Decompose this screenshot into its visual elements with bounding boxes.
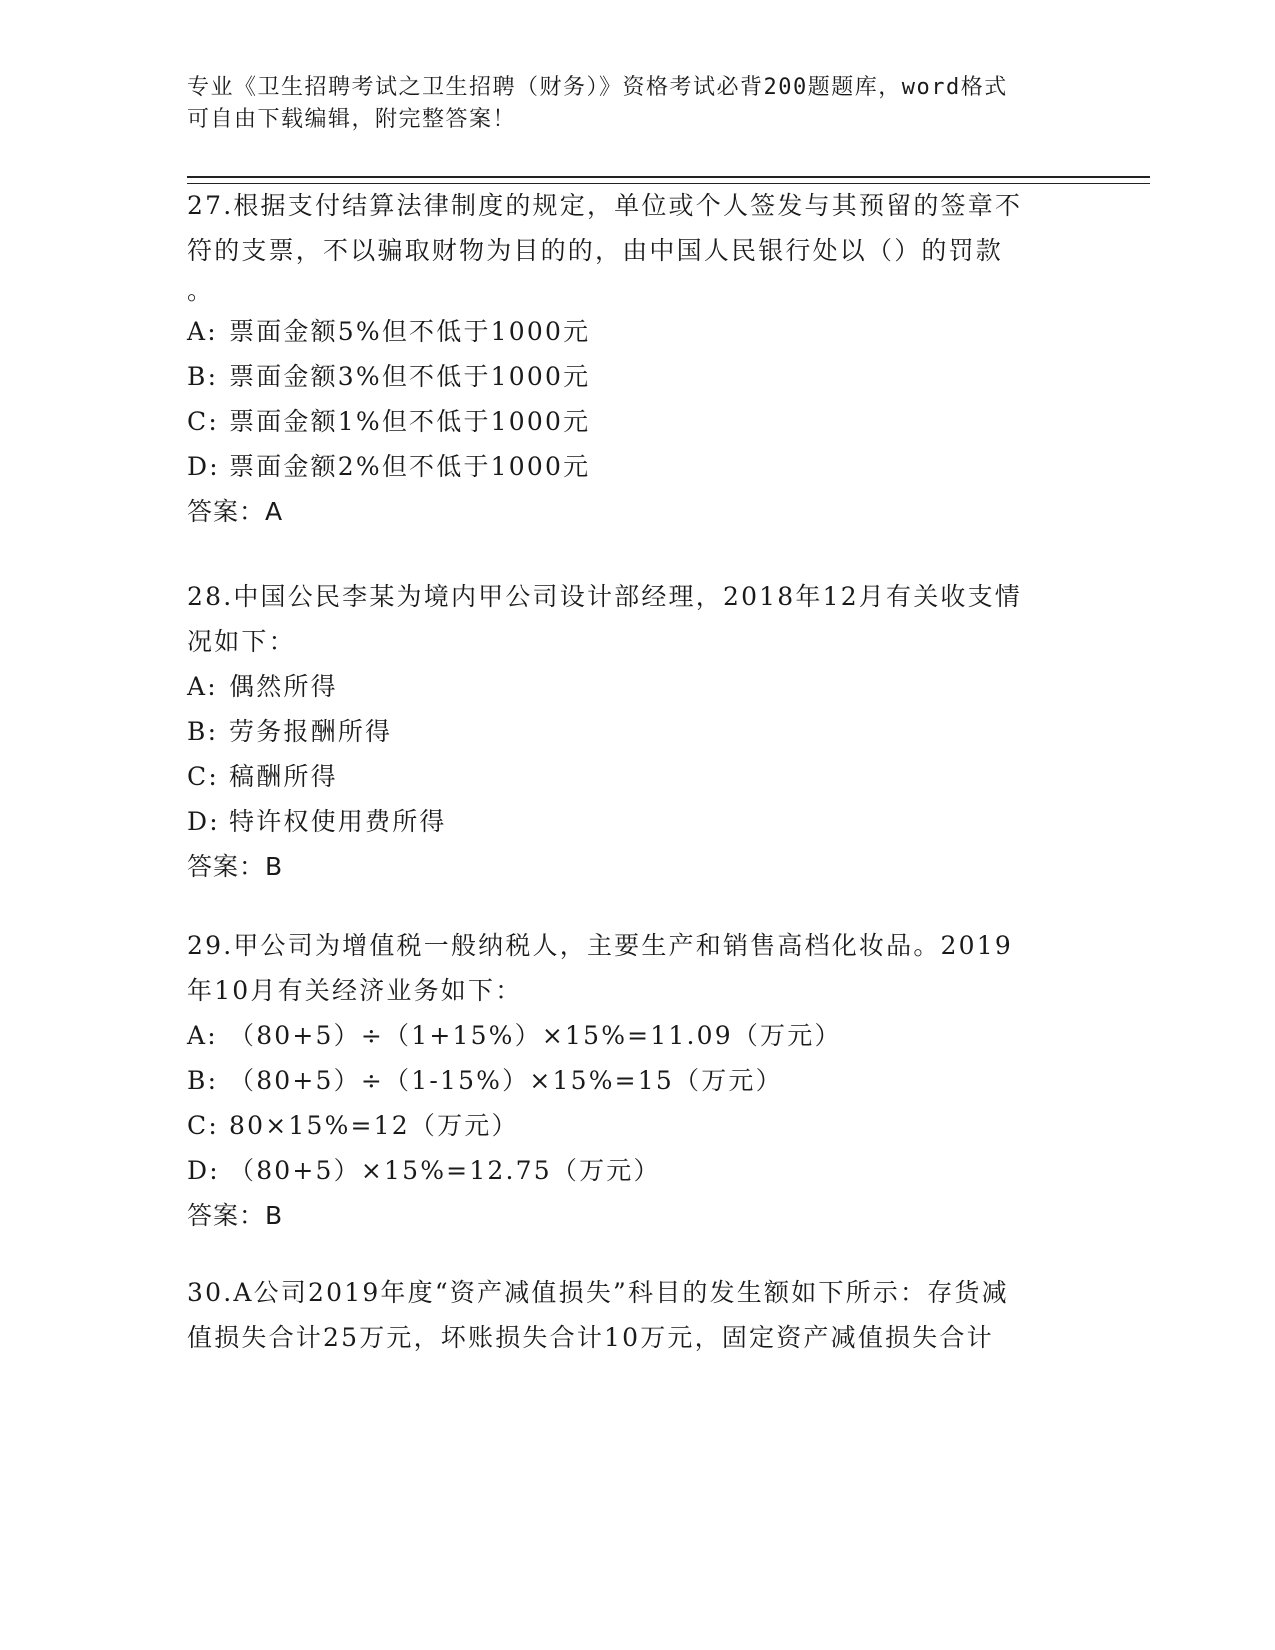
option-c: [187, 754, 1087, 799]
option-key: D:: [187, 1156, 220, 1185]
question-stem-line: 30.A公司2019年度“资产减值损失”科目的发生额如下所示：存货减: [187, 1278, 1009, 1307]
option-text: 80×15%=12（万元）: [229, 1111, 519, 1140]
answer-line: 答案：A: [187, 497, 284, 526]
question-stem-line: 值损失合计25万元，坏账损失合计10万元，固定资产减值损失合计: [187, 1323, 994, 1352]
option-c: [187, 399, 1087, 444]
document-header: [187, 72, 1067, 136]
option-d: [187, 799, 1087, 844]
option-text: 票面金额3%但不低于1000元: [229, 362, 591, 391]
option-a: [187, 1013, 1087, 1058]
option-a: [187, 309, 1087, 354]
option-key: B:: [187, 1066, 219, 1095]
question-stem-line: 况如下：: [187, 627, 296, 656]
option-key: C:: [187, 407, 219, 436]
option-b: [187, 709, 1087, 754]
option-key: A:: [187, 317, 218, 346]
question-stem-line: 27.根据支付结算法律制度的规定，单位或个人签发与其预留的签章不: [187, 191, 1023, 220]
option-a: [187, 664, 1087, 709]
option-key: C:: [187, 762, 219, 791]
question-30: [187, 1270, 1087, 1360]
option-text: 偶然所得: [229, 672, 338, 701]
question-stem-line: 。: [187, 276, 215, 305]
option-text: 票面金额5%但不低于1000元: [229, 317, 591, 346]
option-b: [187, 354, 1087, 399]
question-stem-line: 年10月有关经济业务如下：: [187, 976, 523, 1005]
question-27: [187, 183, 1087, 534]
option-text: （80+5）÷（1-15%）×15%=15（万元）: [229, 1066, 783, 1095]
option-c: [187, 1103, 1087, 1148]
question-stem-line: 符的支票，不以骗取财物为目的的，由中国人民银行处以（）的罚款: [187, 236, 1004, 265]
option-key: B:: [187, 362, 219, 391]
option-text: （80+5）×15%=12.75（万元）: [229, 1156, 661, 1185]
option-text: 稿酬所得: [229, 762, 338, 791]
option-b: [187, 1058, 1087, 1103]
option-text: 票面金额1%但不低于1000元: [229, 407, 591, 436]
option-key: A:: [187, 1021, 218, 1050]
header-line-1: 专业《卫生招聘考试之卫生招聘（财务）》资格考试必背200题题库，word格式: [187, 75, 1008, 100]
question-28: [187, 574, 1087, 889]
option-text: 劳务报酬所得: [229, 717, 393, 746]
option-key: A:: [187, 672, 218, 701]
answer-line: 答案：B: [187, 852, 284, 881]
question-stem-line: 28.中国公民李某为境内甲公司设计部经理，2018年12月有关收支情: [187, 582, 1022, 611]
answer-line: 答案：B: [187, 1201, 284, 1230]
option-key: B:: [187, 717, 219, 746]
option-text: （80+5）÷（1+15%）×15%=11.09（万元）: [229, 1021, 842, 1050]
header-line-2: 可自由下载编辑，附完整答案！: [187, 107, 517, 132]
option-d: [187, 444, 1087, 489]
option-text: 票面金额2%但不低于1000元: [229, 452, 591, 481]
option-key: D:: [187, 807, 220, 836]
option-key: C:: [187, 1111, 219, 1140]
question-29: [187, 923, 1087, 1238]
option-key: D:: [187, 452, 220, 481]
question-stem-line: 29.甲公司为增值税一般纳税人，主要生产和销售高档化妆品。2019: [187, 931, 1013, 960]
option-d: [187, 1148, 1087, 1193]
option-text: 特许权使用费所得: [229, 807, 447, 836]
